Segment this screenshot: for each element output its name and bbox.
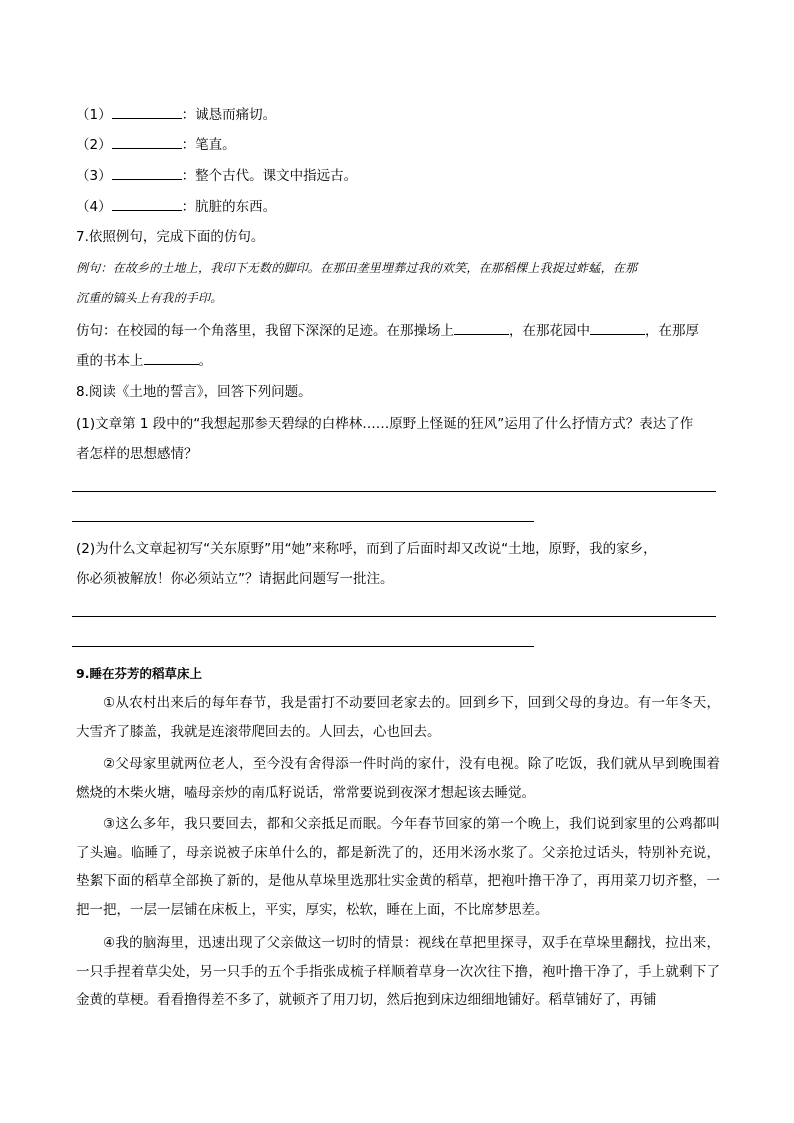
q9-title: 9.睡在芬芳的稻草床上: [76, 666, 202, 681]
q7-imitate-line-1: 仿句：在校园的每一个角落里，我留下深深的足迹。在那操场上 ，在那花园中 ，在那厚: [76, 320, 699, 341]
answer-line[interactable]: [72, 616, 716, 617]
q8-sub2-line-1: (2)为什么文章起初写“关东原野”用“她”来称呼，而到了后面时却又改说“土地，原野，我的家乡，: [76, 541, 657, 557]
q7-example-line-2: 沉重的镐头上有我的手印。: [76, 291, 223, 305]
answer-blank[interactable]: [144, 350, 199, 365]
answer-line[interactable]: [72, 646, 534, 647]
q9-paragraph-1: ①从农村出来后的每年春节，我是雷打不动要回老家去的。回到乡下，回到父母的身边。有一年冬天，大雪齐了膝盖，我就是连滚带爬回去的。人回去，心也回去。: [76, 695, 720, 740]
word-item-4: （4） ：肮脏的东西。: [76, 196, 276, 217]
word-item-1: （1） ：诚恳而痛切。: [76, 104, 276, 125]
q9-paragraph-3: ③这么多年，我只要回去，都和父亲抵足而眠。今年春节回家的第一个晚上，我们说到家里的公鸡都叫了头遍。临睡了，母亲说被子床单什么的，都是新洗了的，还用米汤水浆了。父亲抢过话头，特别补充说，垫絮下面的稻草全部换了新的，是他从草垛里选那壮实金黄的稻草，把袍叶撸干净了，再用菜刀切齐整，一把一把，一层一层铺在床板上，平实，厚实，松软，睡在上面，不比席梦思差。: [76, 816, 720, 918]
answer-blank[interactable]: [112, 134, 182, 149]
q7-title: 7.依照例句，完成下面的仿句。: [76, 229, 265, 245]
answer-line[interactable]: [72, 491, 716, 492]
answer-blank[interactable]: [454, 320, 509, 335]
q8-title: 8.阅读《土地的誓言》，回答下列问题。: [76, 384, 312, 400]
word-item-3: （3） ：整个古代。课文中指远古。: [76, 165, 357, 186]
answer-blank[interactable]: [112, 165, 182, 180]
q9-paragraph-4: ④我的脑海里，迅速出现了父亲做这一切时的情景：视线在草把里探寻，双手在草垛里翻找，拉出来，一只手捏着草尖处，另一只手的五个手指张成梳子样顺着草身一次次往下撸，袍叶撸干净了，手上就剩下了金黄的草梗。看看撸得差不多了，就顿齐了用刀切，然后抱到床边细细地铺好。稻草铺好了，再铺: [76, 935, 720, 1009]
q7-imitate-line-2: 重的书本上 。: [76, 350, 212, 371]
q7-example-line-1: 例句：在故乡的土地上，我印下无数的脚印。在那田垄里埋葬过我的欢笑，在那稻棵上我捉过蚱蜢，在那: [76, 261, 638, 275]
answer-blank[interactable]: [112, 104, 182, 119]
q8-sub2-line-2: 你必须被解放！你必须站立”？请据此问题写一批注。: [76, 571, 394, 587]
answer-line[interactable]: [72, 521, 534, 522]
answer-blank[interactable]: [112, 196, 182, 211]
q8-sub1-line-1: (1)文章第 1 段中的“我想起那参天碧绿的白桦林……原野上怪诞的狂风”运用了什么抒情方式？表达了作: [76, 416, 694, 432]
q8-sub1-line-2: 者怎样的思想感情？: [76, 446, 198, 462]
q9-paragraph-2: ②父母家里就两位老人，至今没有舍得添一件时尚的家什，没有电视。除了吃饭，我们就从早到晚围着燃烧的木柴火塘，嗑母亲炒的南瓜籽说话，常常要说到夜深才想起该去睡觉。: [76, 756, 720, 801]
word-item-2: （2） ：笔直。: [76, 134, 236, 155]
answer-blank[interactable]: [590, 320, 645, 335]
